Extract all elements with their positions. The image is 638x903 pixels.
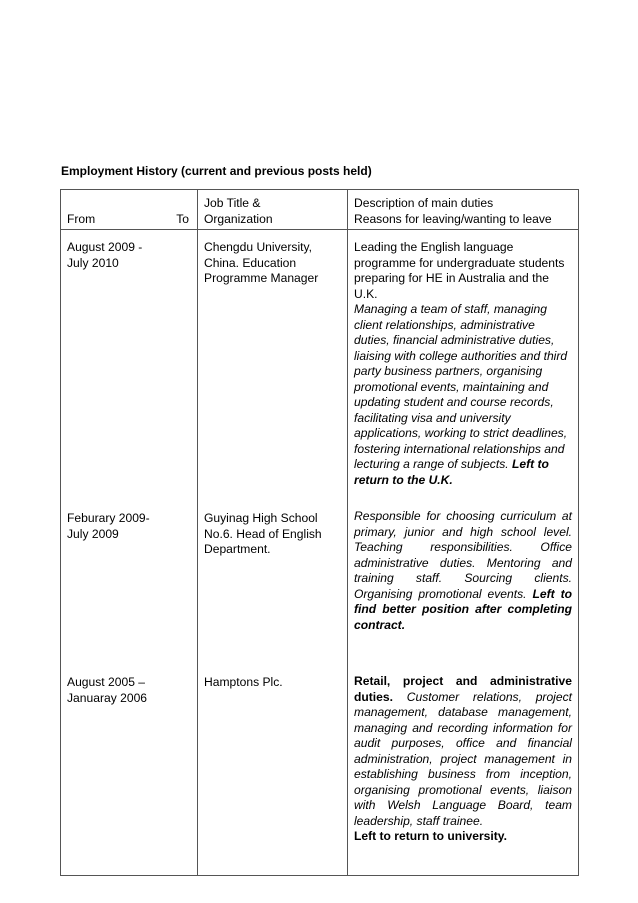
table-header-row [61, 190, 579, 230]
row-description: Responsible for choosing curriculum at primary, junior and high school level. Teaching responsibilities. Office administrative duties. Mentoring and training staff. Sourcing clients. Organising promotional events. Left to find better position after completing contract. [348, 504, 579, 665]
header-description: Description of main duties Reasons for leaving/wanting to leave [348, 190, 579, 230]
row-date-start: August 2005 – [67, 675, 146, 689]
header-from: From [67, 211, 96, 226]
section-heading: Employment History (current and previous posts held) [61, 164, 372, 178]
table-row: Feburary 2009- July 2009 Guyinag High School No.6. Head of English Department. Responsible for choosing curriculum at primary, junior and high school level. Teaching responsibilities. Office administrative duties. Mentoring and training staff. Sourcing clients. Organising promotional events. Left to find better position after completing contract. [61, 504, 579, 665]
header-from-to [61, 190, 198, 230]
row-date-end: July 2010 [67, 255, 119, 270]
row-job-title: Hamptons Plc. [204, 675, 283, 689]
row-job-title: Chengdu University, [204, 240, 312, 254]
row-description: Leading the English language programme for undergraduate students preparing for HE in Australia and the U.K. Managing a team of staff, managing client relationships, administrative duties, financial administrative duties, liaising with college authorities and third party business partners, organising promotional events, maintaining and updating student and course records, facilitating visa and university applications, working to strict deadlines, fostering international relationships and lecturing a range of subjects. Left to return to the U.K. [348, 230, 579, 505]
row-description: Retail, project and administrative duties. Customer relations, project management, database management, managing and recording information for audit purposes, office and financial administration, project management in establishing business from inception, organising promotional events, liaison with Welsh Language Board, team leadership, staff trainee. Left to return to university. [348, 665, 579, 875]
row-date-start: August 2009 - [67, 240, 143, 254]
row-date-end: July 2009 [67, 526, 119, 541]
employment-history-table [60, 189, 579, 876]
table-row [61, 665, 579, 875]
row-date-start: Feburary 2009- [67, 511, 150, 525]
row-job-title: Guyinag High School [204, 511, 318, 525]
header-job-title: Job Title & Organization [198, 190, 348, 230]
header-to: To [176, 211, 189, 226]
table-row: August 2009 - July 2010 Chengdu University, China. Education Programme Manager Leading the English language programme for undergraduate students preparing for HE in Australia and the U.K. Managing a team of staff, managing client relationships, administrative duties, financial administrative duties, liaising with college authorities and third party business partners, organising promotional events, maintaining and updating student and course records, facilitating visa and university applications, working to strict deadlines, fostering international relationships and lecturing a range of subjects. Left to return to the U.K. [61, 230, 579, 505]
row-date-end: Januaray 2006 [67, 690, 148, 705]
